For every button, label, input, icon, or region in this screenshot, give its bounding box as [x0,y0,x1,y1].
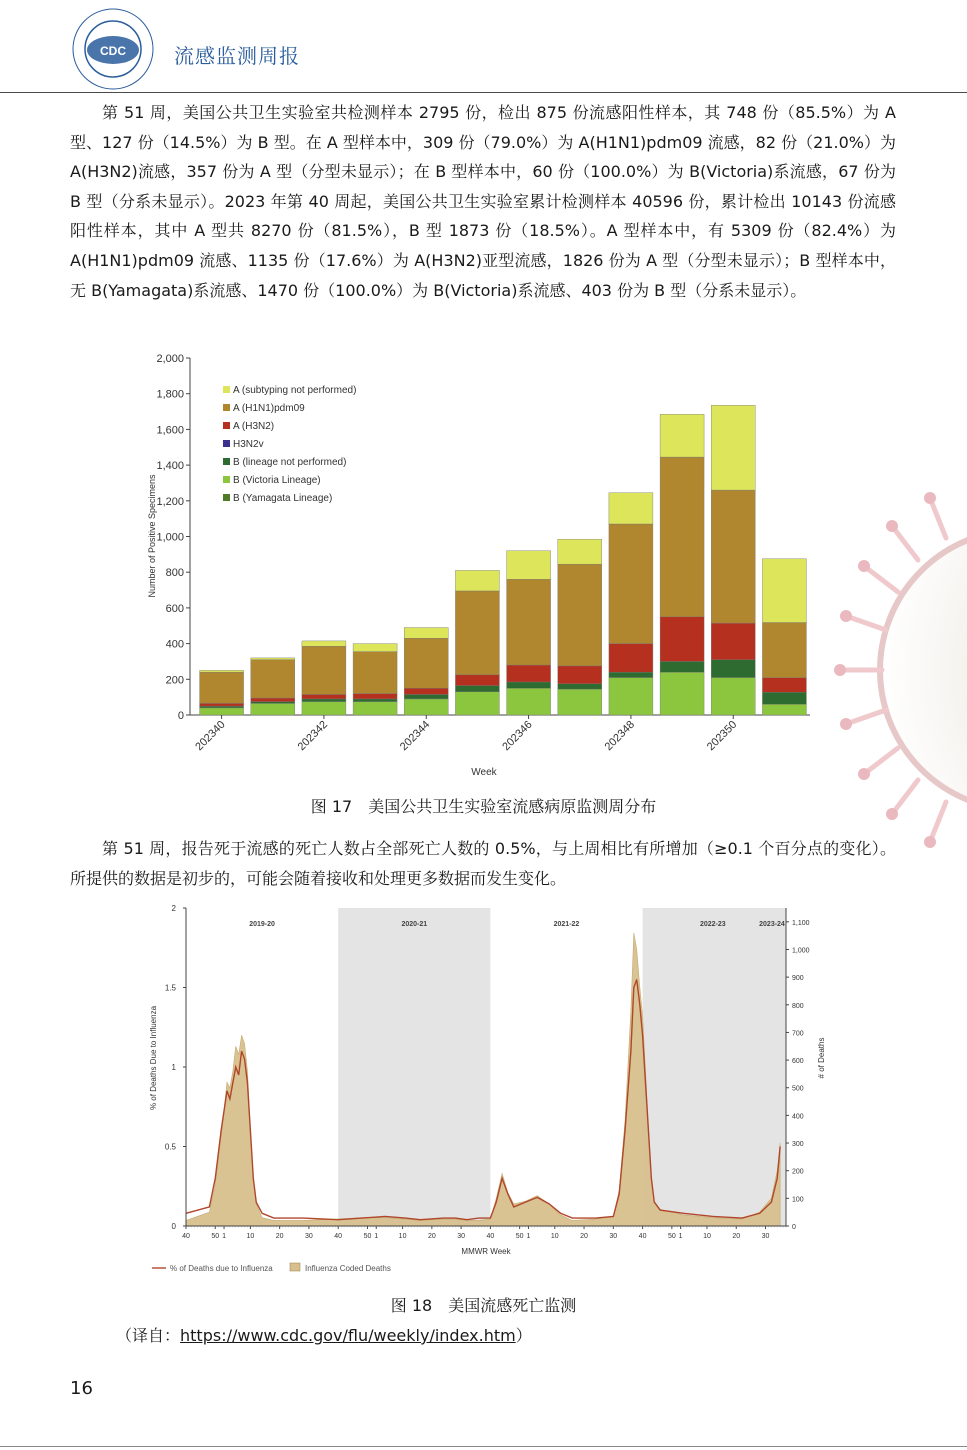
bar-segment [660,414,704,457]
bar-segment [200,672,244,703]
bar-segment [507,688,551,715]
y-tick-label-left: 0 [171,1222,176,1231]
x-tick-label: 10 [246,1233,255,1240]
y-tick-label-left: 0.5 [164,1142,176,1152]
x-tick-label: 1 [678,1233,683,1240]
legend-label: H3N2v [233,439,264,450]
cdc-logo [70,6,156,92]
x-tick-label: 50 [363,1233,372,1240]
legend-label: A (H3N2) [233,421,275,432]
y-tick-label-right: 400 [792,1113,804,1121]
bar-segment [251,658,295,660]
bar-segment [200,708,244,715]
y-tick-label: 1,600 [156,424,184,437]
x-tick-label: 40 [486,1233,495,1240]
bar-segment [711,678,755,715]
legend-label: B (lineage not performed) [233,457,347,468]
bar-segment [660,661,704,672]
x-tick-label: 1 [526,1233,531,1240]
bar-segment [251,698,295,702]
bar-segment [711,660,755,678]
bar-segment [762,559,806,623]
paragraph-mortality: 第 51 周，报告死于流感的死亡人数占全部死亡人数的 0.5%，与上周相比有所增加（≥0.1 个百分点的变化）。所提供的数据是初步的，可能会随着接收和处理更多数据而发生变化。 [70,839,896,888]
bar-segment [251,702,295,704]
legend-label: % of Deaths due to Influenza [170,1264,273,1273]
bar-segment [455,686,499,692]
legend-swatch [223,404,230,411]
bar-segment [251,660,295,698]
footer-divider [0,1446,967,1447]
y-tick-label: 2,000 [156,353,184,365]
bar-segment [353,652,397,694]
page-number: 16 [70,1378,93,1399]
bar-segment [455,692,499,715]
y-tick-label: 800 [165,567,184,580]
x-tick-label: 50 [211,1233,220,1240]
bar-segment [609,524,653,644]
bar-segment [404,688,448,694]
y-tick-label: 200 [165,674,184,687]
y-tick-label-right: 1,100 [792,919,810,927]
y-tick-label-right: 0 [792,1224,796,1231]
x-tick-label: 40 [334,1233,343,1240]
bar-segment [200,706,244,708]
bar-segment [711,405,755,490]
legend-swatch [223,476,230,483]
x-tick-label: 20 [427,1233,436,1240]
x-tick-label: 30 [457,1233,466,1240]
bar-segment [302,702,346,715]
y-axis-title-right: # of Deaths [817,1037,826,1079]
legend-label: B (Yamagata Lineage) [233,493,333,504]
y-tick-label-right: 700 [792,1030,804,1038]
figure-17-caption: 图 17 美国公共卫生实验室流感病原监测周分布 [310,797,657,816]
y-tick-label: 600 [165,602,184,615]
bar-segment [609,678,653,715]
legend-label: Influenza Coded Deaths [305,1264,391,1273]
x-tick-label: 30 [761,1233,770,1240]
legend-label: A (H1N1)pdm09 [233,403,305,414]
y-tick-label-right: 800 [792,1002,804,1010]
y-tick-label-left: 2 [171,904,176,913]
bar-segment [353,702,397,715]
x-tick-label: 202340 [193,718,228,754]
influenza-mortality-chart [140,898,830,1283]
season-shade-2020-21 [338,908,490,1226]
y-tick-label-right: 600 [792,1058,804,1066]
x-axis-title: Week [471,767,497,778]
bar-segment [558,684,602,689]
bar-segment [609,493,653,524]
x-tick-label: 202346 [500,718,535,754]
y-tick-label: 1,400 [156,460,184,473]
x-tick-label: 202342 [295,718,331,754]
paragraph-lab-surveillance: 第 51 周，美国公共卫生实验室共检测样本 2795 份，检出 875 份流感阳性样本，其 748 份（85.5%）为 A 型、127 份（14.5%）为 B 型。在 A 型样本中，309 份（79.0%）为 A(H1N1)pdm09 流感，82 份（21.0%）为 A(H3N2)流感，357 份为 A 型（分型未显示）；在 B 型样本中，60 份（100.0%）为 B(Victoria)系流感，67 份为 B 型（分系未显示）。2023 年第 40 周起，美国公共卫生实验室累计检测样本 40596 份，累计检出 10143 份流感阳性样本，其中 A 型共 8270 份（81.5%），B 型 1873 份（18.5%）。A 型样本中，有 5309 份（82.4%）为 A(H1N1)pdm09 流感、1135 份（17.6%）为 A(H3N2)亚型流感，1826 份为 A 型（分型未显示）；B 型样本中，无 B(Yamagata)系流感、1470 份（100.0%）为 B(Victoria)系流感、403 份为 B 型（分系未显示）。 [70,103,896,300]
header-divider [0,92,967,93]
y-tick-label: 1,800 [156,388,184,401]
logo-text: CDC [100,44,126,58]
y-tick-label: 1,000 [156,531,184,544]
x-tick-label: 50 [667,1233,676,1240]
x-tick-label: 20 [275,1233,284,1240]
y-axis-title: Number of Positive Specimens [147,474,157,598]
y-tick-label: 0 [177,710,184,722]
bar-segment [507,579,551,665]
season-label: 2022-23 [699,921,726,928]
bar-segment [455,591,499,675]
season-shade-2022-23 [643,908,786,1226]
legend-swatch [223,458,230,465]
y-tick-label-right: 500 [792,1085,804,1093]
bar-segment [711,623,755,660]
legend-swatch [223,494,230,501]
x-tick-label: 40 [182,1233,190,1240]
bar-segment [302,646,346,694]
bar-segment [200,703,244,706]
bar-segment [507,682,551,688]
report-title: 流感监测周报 [174,44,300,68]
y-tick-label-right: 900 [792,975,804,983]
legend-swatch [223,422,230,429]
bar-segment [762,678,806,693]
legend-swatch [223,440,230,447]
bar-segment [302,694,346,698]
y-tick-label-left: 1 [171,1063,176,1072]
bar-segment [200,670,244,672]
x-tick-label: 1 [222,1233,227,1240]
season-label: 2021-22 [553,921,580,928]
season-label: 2023-24 [759,921,785,928]
x-tick-label: 10 [398,1233,407,1240]
bar-segment [404,694,448,698]
bar-segment [404,628,448,639]
x-tick-label: 50 [515,1233,524,1240]
bar-segment [455,570,499,591]
bar-segment [251,703,295,715]
bar-segment [404,638,448,688]
x-tick-label: 202344 [397,718,433,754]
bar-segment [558,666,602,684]
x-tick-label: 40 [638,1233,647,1240]
y-tick-label-right: 200 [792,1168,804,1176]
x-tick-label: 202350 [704,718,740,754]
y-tick-label: 400 [165,638,184,651]
bar-segment [353,694,397,699]
season-label: 2020-21 [401,921,428,928]
x-tick-label: 10 [550,1233,559,1240]
bar-segment [762,623,806,678]
y-tick-label-right: 1,000 [792,947,810,955]
bar-segment [762,692,806,704]
bar-segment [558,689,602,715]
positive-specimens-chart [140,348,820,780]
x-axis-title: MMWR Week [461,1247,511,1256]
y-tick-label-right: 100 [792,1196,804,1204]
x-tick-label: 1 [374,1233,379,1240]
x-tick-label: 10 [703,1233,711,1240]
x-tick-label: 30 [609,1233,618,1240]
bar-segment [302,641,346,646]
bar-segment [404,699,448,715]
bar-segment [711,490,755,623]
bar-segment [558,539,602,564]
bar-segment [455,675,499,686]
x-tick-label: 202348 [602,718,638,754]
bar-segment [660,617,704,662]
y-tick-label-right: 300 [792,1141,804,1149]
source-link[interactable]: https://www.cdc.gov/flu/weekly/index.htm [180,1326,516,1345]
bar-segment [507,665,551,682]
bar-segment [507,551,551,580]
legend-label: A (subtyping not performed) [233,385,357,396]
x-tick-label: 20 [732,1233,741,1240]
bar-segment [609,672,653,677]
legend-label: B (Victoria Lineage) [233,475,321,486]
y-tick-label: 1,200 [156,495,184,508]
bar-segment [302,699,346,702]
season-label: 2019-20 [249,921,275,928]
bar-segment [353,699,397,702]
bar-segment [660,457,704,617]
y-axis-title-left: % of Deaths Due to Influenza [149,1005,158,1111]
x-tick-label: 20 [580,1233,588,1240]
legend-swatch [223,386,230,393]
legend-area-swatch [290,1263,300,1271]
page-header [0,0,967,95]
x-tick-label: 30 [305,1233,313,1240]
figure-18-caption: 图 18 美国流感死亡监测 [390,1296,577,1315]
source-note: （译自：https://www.cdc.gov/flu/weekly/index.htm） [116,1326,532,1345]
bar-segment [353,644,397,652]
bar-segment [609,644,653,673]
bar-segment [558,564,602,666]
bar-segment [762,704,806,715]
y-tick-label-left: 1.5 [164,983,176,993]
bar-segment [660,672,704,715]
